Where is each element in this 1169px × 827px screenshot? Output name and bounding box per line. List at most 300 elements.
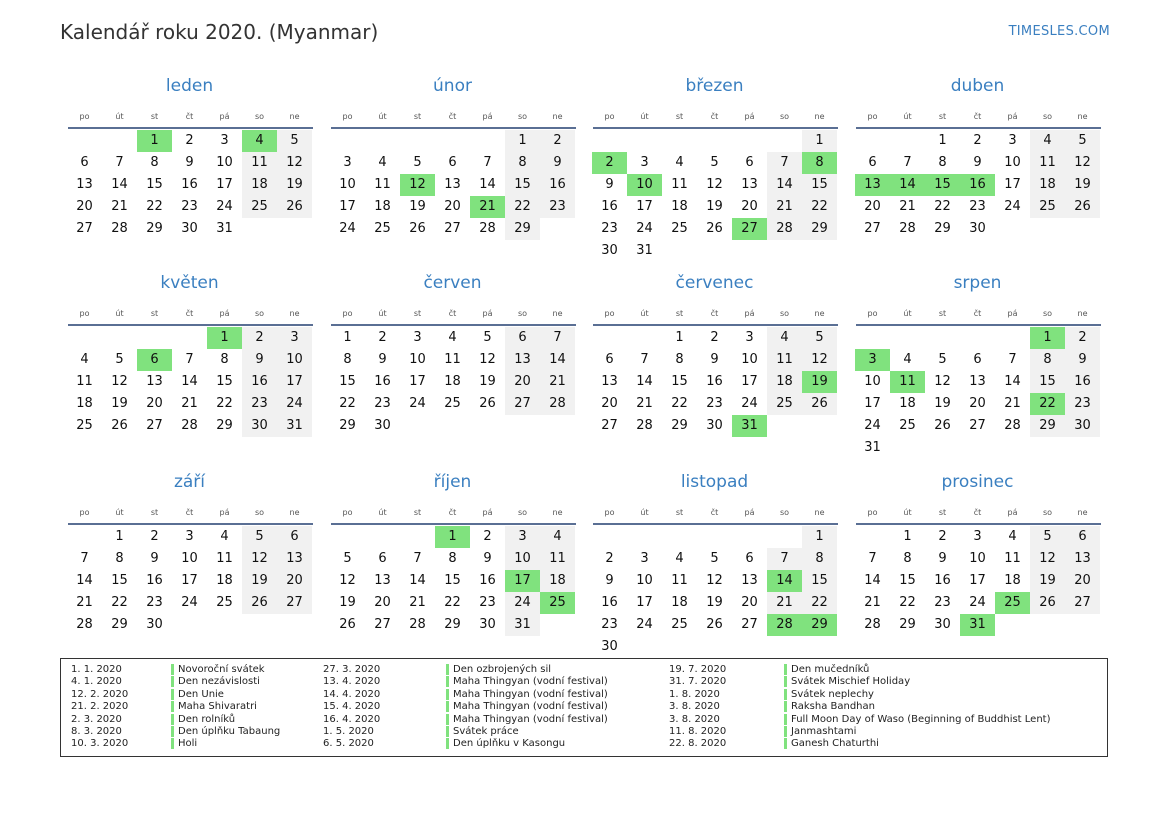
header-rule: [856, 324, 1101, 326]
legend-date: 11. 8. 2020: [669, 726, 727, 737]
legend-date: 27. 3. 2020: [323, 664, 381, 675]
day-cell: 22: [671, 396, 688, 411]
day-cell: 27: [444, 221, 461, 236]
header-rule: [593, 324, 838, 326]
legend-date: 4. 1. 2020: [71, 676, 122, 688]
weekday-label: čt: [710, 112, 719, 121]
weekday-label: st: [150, 508, 159, 517]
day-cell: 17: [636, 199, 653, 214]
day-cell: 3: [640, 551, 649, 566]
day-cell: 17: [409, 374, 426, 389]
legend-date: 8. 3. 2020: [71, 726, 122, 737]
day-cell: 13: [505, 349, 540, 371]
day-cell: 19: [111, 396, 128, 411]
day-cell: 8: [220, 352, 229, 367]
day-cell: 24: [216, 199, 233, 214]
header-rule: [331, 324, 576, 326]
weekday-label: út: [903, 508, 912, 517]
day-cell: 31: [636, 243, 653, 258]
day-cell: 19: [1065, 174, 1100, 196]
day-cell: 16: [479, 573, 496, 588]
day-cell: 20: [146, 396, 163, 411]
weekday-label: pá: [482, 112, 493, 121]
legend-date: 2. 3. 2020: [71, 713, 122, 725]
day-cell: 4: [675, 551, 684, 566]
day-cell: 23: [242, 393, 277, 415]
day-cell: 4: [220, 529, 229, 544]
day-cell: 24: [181, 595, 198, 610]
day-cell: 28: [1004, 418, 1021, 433]
day-cell: 14: [1004, 374, 1021, 389]
day-cell: 26: [1030, 592, 1065, 614]
weekday-header: [330, 112, 575, 124]
day-cell: 17: [864, 396, 881, 411]
day-cell: 17: [741, 374, 758, 389]
month-name: srpen: [953, 273, 1002, 293]
day-cell: 19: [706, 595, 723, 610]
day-cell: 11: [671, 177, 688, 192]
day-cell: 4: [903, 352, 912, 367]
month-name: září: [173, 472, 206, 492]
holiday-day-cell: 21: [470, 196, 505, 218]
header-rule: [331, 127, 576, 129]
day-cell: 8: [115, 551, 124, 566]
legend-holiday-name: Den nezávislosti: [171, 676, 260, 687]
day-cell: 24: [1004, 199, 1021, 214]
day-cell: 7: [767, 548, 802, 570]
day-cell: 7: [185, 352, 194, 367]
day-cell: 6: [745, 551, 754, 566]
holiday-day-cell: 4: [242, 130, 277, 152]
day-cell: 16: [146, 573, 163, 588]
day-cell: 31: [216, 221, 233, 236]
legend-holiday-name: Svátek Mischief Holiday: [784, 676, 910, 687]
weekday-label: čt: [973, 508, 982, 517]
day-cell: 21: [1004, 396, 1021, 411]
month-name: březen: [685, 76, 744, 96]
day-cell: 17: [1004, 177, 1021, 192]
day-cell: 2: [938, 529, 947, 544]
weekday-label: ne: [289, 508, 300, 517]
day-cell: 26: [706, 221, 723, 236]
day-cell: 22: [802, 196, 837, 218]
holiday-day-cell: 15: [925, 174, 960, 196]
day-cell: 15: [899, 573, 916, 588]
legend-holiday-name: Den mučedníků: [784, 664, 869, 675]
day-cell: 2: [185, 133, 194, 148]
weekday-label: so: [779, 508, 790, 517]
site-link[interactable]: TIMESLES.COM: [1008, 24, 1110, 39]
day-cell: 13: [1065, 548, 1100, 570]
day-cell: 20: [374, 595, 391, 610]
day-cell: 7: [413, 551, 422, 566]
month-name: květen: [160, 273, 219, 293]
day-cell: 17: [277, 371, 312, 393]
day-cell: 2: [150, 529, 159, 544]
day-cell: 9: [938, 551, 947, 566]
day-cell: 14: [111, 177, 128, 192]
day-cell: 28: [111, 221, 128, 236]
holiday-day-cell: 1: [207, 327, 242, 349]
day-cell: 28: [181, 418, 198, 433]
weekday-label: so: [779, 112, 790, 121]
day-cell: 20: [444, 199, 461, 214]
day-cell: 26: [706, 617, 723, 632]
weekday-label: po: [867, 508, 878, 517]
legend-holiday-name: Maha Shivaratri: [171, 701, 257, 712]
day-cell: 15: [1030, 371, 1065, 393]
legend-holiday-name: Maha Thingyan (vodní festival): [446, 676, 608, 687]
weekday-label: út: [378, 508, 387, 517]
day-cell: 12: [339, 573, 356, 588]
day-cell: 2: [483, 529, 492, 544]
day-cell: 27: [505, 393, 540, 415]
legend-date: 22. 8. 2020: [669, 738, 727, 750]
header-rule: [331, 523, 576, 525]
day-cell: 16: [1065, 371, 1100, 393]
day-cell: 22: [146, 199, 163, 214]
day-cell: 12: [706, 177, 723, 192]
weekday-label: po: [604, 112, 615, 121]
day-cell: 21: [540, 371, 575, 393]
weekday-label: po: [867, 112, 878, 121]
day-cell: 30: [146, 617, 163, 632]
day-cell: 25: [767, 393, 802, 415]
weekday-label: út: [640, 309, 649, 318]
legend-date: 3. 8. 2020: [669, 713, 720, 725]
weekday-label: čt: [710, 309, 719, 318]
weekday-label: ne: [814, 309, 825, 318]
holiday-legend: [60, 658, 1108, 757]
month-name: listopad: [680, 472, 749, 492]
day-cell: 21: [181, 396, 198, 411]
holiday-day-cell: 11: [890, 371, 925, 393]
day-cell: 21: [76, 595, 93, 610]
legend-date: 6. 5. 2020: [323, 738, 374, 750]
day-cell: 20: [277, 570, 312, 592]
day-cell: 13: [277, 548, 312, 570]
day-cell: 6: [277, 526, 312, 548]
day-cell: 13: [146, 374, 163, 389]
day-cell: 4: [1030, 130, 1065, 152]
legend-date: 16. 4. 2020: [323, 713, 381, 725]
day-cell: 10: [181, 551, 198, 566]
holiday-day-cell: 14: [767, 570, 802, 592]
day-cell: 29: [339, 418, 356, 433]
day-cell: 16: [934, 573, 951, 588]
weekday-label: so: [517, 309, 528, 318]
weekday-label: čt: [185, 309, 194, 318]
weekday-label: čt: [185, 112, 194, 121]
day-cell: 8: [505, 152, 540, 174]
day-cell: 1: [343, 330, 352, 345]
weekday-label: út: [640, 508, 649, 517]
day-cell: 25: [671, 221, 688, 236]
day-cell: 29: [444, 617, 461, 632]
day-cell: 22: [444, 595, 461, 610]
day-cell: 18: [671, 595, 688, 610]
day-cell: 22: [802, 592, 837, 614]
day-cell: 6: [973, 352, 982, 367]
weekday-header: [330, 508, 575, 520]
day-cell: 1: [675, 330, 684, 345]
day-cell: 5: [115, 352, 124, 367]
day-cell: 28: [767, 218, 802, 240]
day-cell: 23: [934, 595, 951, 610]
holiday-day-cell: 13: [855, 174, 890, 196]
day-cell: 27: [76, 221, 93, 236]
day-cell: 2: [242, 327, 277, 349]
day-cell: 5: [938, 352, 947, 367]
day-cell: 18: [671, 199, 688, 214]
day-cell: 27: [374, 617, 391, 632]
day-cell: 28: [864, 617, 881, 632]
weekday-label: čt: [448, 508, 457, 517]
weekday-label: ne: [1077, 309, 1088, 318]
weekday-label: st: [938, 508, 947, 517]
legend-holiday-name: Maha Thingyan (vodní festival): [446, 701, 608, 712]
weekday-label: pá: [1007, 309, 1018, 318]
day-cell: 20: [76, 199, 93, 214]
day-cell: 7: [483, 155, 492, 170]
day-cell: 18: [899, 396, 916, 411]
day-cell: 14: [767, 174, 802, 196]
day-cell: 16: [374, 374, 391, 389]
day-cell: 26: [479, 396, 496, 411]
day-cell: 22: [339, 396, 356, 411]
weekday-label: so: [517, 508, 528, 517]
weekday-label: po: [79, 508, 90, 517]
day-cell: 12: [479, 352, 496, 367]
day-cell: 8: [675, 352, 684, 367]
weekday-label: ne: [1077, 508, 1088, 517]
day-cell: 12: [1030, 548, 1065, 570]
day-cell: 10: [1004, 155, 1021, 170]
day-cell: 29: [671, 418, 688, 433]
day-cell: 20: [969, 396, 986, 411]
day-cell: 5: [343, 551, 352, 566]
day-cell: 14: [479, 177, 496, 192]
day-cell: 8: [343, 352, 352, 367]
day-cell: 25: [899, 418, 916, 433]
weekday-label: po: [79, 309, 90, 318]
day-cell: 6: [448, 155, 457, 170]
legend-holiday-name: Den rolníků: [171, 714, 235, 725]
day-cell: 5: [710, 551, 719, 566]
day-cell: 8: [938, 155, 947, 170]
weekday-header: [855, 508, 1100, 520]
day-cell: 27: [864, 221, 881, 236]
weekday-label: pá: [219, 309, 230, 318]
day-cell: 11: [540, 548, 575, 570]
weekday-label: st: [413, 112, 422, 121]
day-cell: 27: [969, 418, 986, 433]
header-rule: [593, 523, 838, 525]
legend-holiday-name: Maha Thingyan (vodní festival): [446, 689, 608, 700]
legend-holiday-name: Janmashtami: [784, 726, 856, 737]
day-cell: 24: [409, 396, 426, 411]
day-cell: 10: [741, 352, 758, 367]
weekday-label: čt: [973, 309, 982, 318]
day-cell: 14: [540, 349, 575, 371]
day-cell: 22: [216, 396, 233, 411]
weekday-header: [67, 508, 312, 520]
weekday-label: út: [378, 112, 387, 121]
day-cell: 3: [277, 327, 312, 349]
holiday-day-cell: 17: [505, 570, 540, 592]
day-cell: 1: [802, 526, 837, 548]
legend-date: 14. 4. 2020: [323, 688, 381, 700]
day-cell: 27: [277, 592, 312, 614]
day-cell: 5: [483, 330, 492, 345]
day-cell: 6: [505, 327, 540, 349]
day-cell: 14: [409, 573, 426, 588]
day-cell: 10: [969, 551, 986, 566]
day-cell: 3: [343, 155, 352, 170]
day-cell: 14: [76, 573, 93, 588]
legend-date: 21. 2. 2020: [71, 701, 129, 713]
day-cell: 30: [706, 418, 723, 433]
weekday-label: po: [79, 112, 90, 121]
day-cell: 24: [339, 221, 356, 236]
legend-holiday-name: Novoroční svátek: [171, 664, 265, 675]
day-cell: 21: [409, 595, 426, 610]
day-cell: 18: [76, 396, 93, 411]
day-cell: 29: [216, 418, 233, 433]
legend-holiday-name: Svátek neplechy: [784, 689, 874, 700]
day-cell: 15: [146, 177, 163, 192]
day-cell: 30: [1065, 415, 1100, 437]
legend-holiday-name: Svátek práce: [446, 726, 519, 737]
day-cell: 5: [802, 327, 837, 349]
day-cell: 18: [767, 371, 802, 393]
day-cell: 30: [374, 418, 391, 433]
weekday-label: út: [115, 508, 124, 517]
day-cell: 27: [1065, 592, 1100, 614]
legend-holiday-name: Full Moon Day of Waso (Beginning of Buddhist Lent): [784, 714, 1051, 725]
day-cell: 24: [969, 595, 986, 610]
day-cell: 25: [76, 418, 93, 433]
day-cell: 22: [505, 196, 540, 218]
weekday-label: so: [517, 112, 528, 121]
day-cell: 10: [864, 374, 881, 389]
weekday-header: [855, 309, 1100, 321]
day-cell: 12: [802, 349, 837, 371]
weekday-label: ne: [552, 309, 563, 318]
weekday-label: so: [1042, 508, 1053, 517]
legend-date: 3. 8. 2020: [669, 701, 720, 713]
day-cell: 25: [216, 595, 233, 610]
weekday-label: st: [150, 309, 159, 318]
day-cell: 29: [1030, 415, 1065, 437]
day-cell: 23: [969, 199, 986, 214]
day-cell: 20: [505, 371, 540, 393]
day-cell: 18: [374, 199, 391, 214]
day-cell: 10: [339, 177, 356, 192]
day-cell: 6: [745, 155, 754, 170]
day-cell: 4: [80, 352, 89, 367]
day-cell: 20: [601, 396, 618, 411]
month-name: červen: [423, 273, 482, 293]
weekday-label: st: [938, 309, 947, 318]
header-rule: [856, 523, 1101, 525]
day-cell: 8: [150, 155, 159, 170]
holiday-day-cell: 8: [802, 152, 837, 174]
weekday-label: ne: [289, 112, 300, 121]
day-cell: 5: [1065, 130, 1100, 152]
day-cell: 11: [1030, 152, 1065, 174]
day-cell: 4: [540, 526, 575, 548]
day-cell: 9: [605, 573, 614, 588]
weekday-label: st: [675, 508, 684, 517]
day-cell: 13: [374, 573, 391, 588]
day-cell: 14: [181, 374, 198, 389]
day-cell: 7: [868, 551, 877, 566]
day-cell: 16: [601, 595, 618, 610]
weekday-label: po: [604, 508, 615, 517]
day-cell: 11: [76, 374, 93, 389]
day-cell: 4: [1008, 529, 1017, 544]
weekday-label: ne: [289, 309, 300, 318]
day-cell: 29: [505, 218, 540, 240]
day-cell: 23: [374, 396, 391, 411]
legend-date: 12. 2. 2020: [71, 688, 129, 700]
day-cell: 19: [479, 374, 496, 389]
day-cell: 24: [741, 396, 758, 411]
day-cell: 26: [409, 221, 426, 236]
weekday-label: pá: [1007, 508, 1018, 517]
day-cell: 6: [605, 352, 614, 367]
day-cell: 13: [601, 374, 618, 389]
day-cell: 7: [1008, 352, 1017, 367]
weekday-label: čt: [448, 309, 457, 318]
day-cell: 7: [903, 155, 912, 170]
weekday-label: pá: [744, 309, 755, 318]
holiday-day-cell: 1: [137, 130, 172, 152]
day-cell: 5: [710, 155, 719, 170]
day-cell: 18: [540, 570, 575, 592]
holiday-day-cell: 22: [1030, 393, 1065, 415]
day-cell: 3: [973, 529, 982, 544]
day-cell: 3: [220, 133, 229, 148]
holiday-day-cell: 6: [137, 349, 172, 371]
weekday-label: ne: [552, 508, 563, 517]
day-cell: 22: [111, 595, 128, 610]
weekday-label: út: [640, 112, 649, 121]
day-cell: 16: [706, 374, 723, 389]
day-cell: 1: [115, 529, 124, 544]
day-cell: 26: [277, 196, 312, 218]
day-cell: 7: [767, 152, 802, 174]
month-name: leden: [165, 76, 214, 96]
day-cell: 11: [671, 573, 688, 588]
day-cell: 11: [374, 177, 391, 192]
day-cell: 29: [934, 221, 951, 236]
day-cell: 24: [636, 221, 653, 236]
day-cell: 3: [505, 526, 540, 548]
weekday-label: pá: [744, 508, 755, 517]
day-cell: 19: [706, 199, 723, 214]
day-cell: 30: [601, 243, 618, 258]
day-cell: 2: [605, 551, 614, 566]
day-cell: 1: [938, 133, 947, 148]
legend-date: 15. 4. 2020: [323, 701, 381, 713]
day-cell: 10: [636, 573, 653, 588]
legend-holiday-name: Den úplňku Tabaung: [171, 726, 280, 737]
day-cell: 4: [448, 330, 457, 345]
day-cell: 6: [378, 551, 387, 566]
day-cell: 11: [767, 349, 802, 371]
